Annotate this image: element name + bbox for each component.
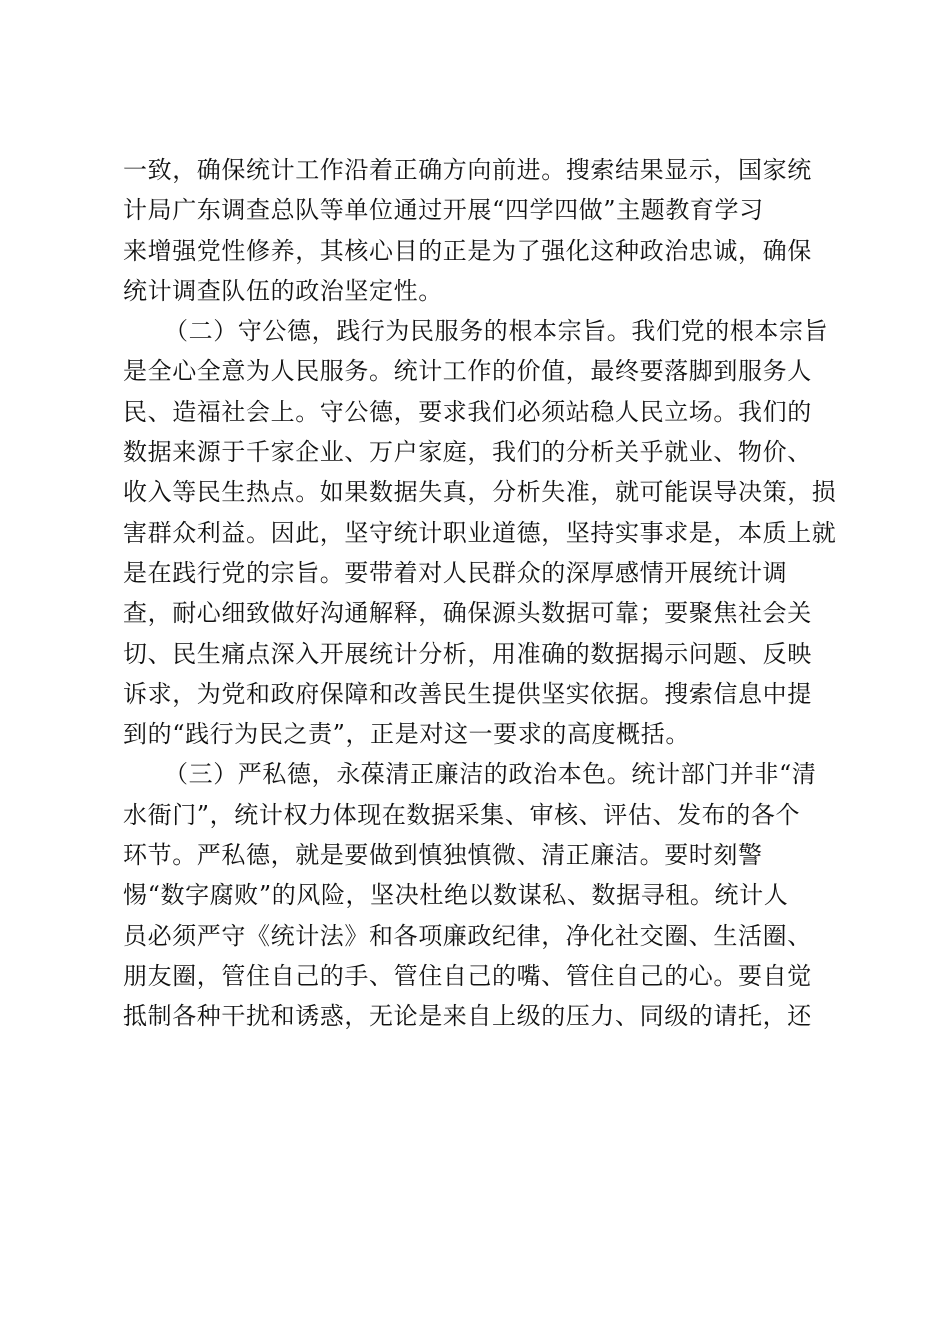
text-line: 抵制各种干扰和诱惑，无论是来自上级的压力、同级的请托，还 xyxy=(123,1002,812,1031)
text-line: 切、民生痛点深入开展统计分析，用准确的数据揭示问题、反映 xyxy=(123,639,812,668)
text-line: 查，耐心细致做好沟通解释，确保源头数据可靠；要聚焦社会关 xyxy=(123,599,812,628)
text-line: 计局广东调查总队等单位通过开展“四学四做”主题教育学习 xyxy=(123,196,764,225)
text-line: 来增强党性修养，其核心目的正是为了强化这种政治忠诚，确保 xyxy=(123,236,812,265)
section-heading-line: （二）守公德，践行为民服务的根本宗旨。我们党的根本宗旨 xyxy=(164,317,829,346)
text-line: 民、造福社会上。守公德，要求我们必须站稳人民立场。我们的 xyxy=(123,397,812,426)
text-line: 是在践行党的宗旨。要带着对人民群众的深厚感情开展统计调 xyxy=(123,558,788,587)
text-line: 到的“践行为民之责”，正是对这一要求的高度概括。 xyxy=(123,720,690,749)
text-line: 是全心全意为人民服务。统计工作的价值，最终要落脚到服务人 xyxy=(123,357,812,386)
body-text xyxy=(123,150,837,1037)
text-line: 害群众利益。因此，坚守统计职业道德，坚持实事求是，本质上就 xyxy=(123,518,837,547)
text-line: 员必须严守《统计法》和各项廉政纪律，净化社交圈、生活圈、 xyxy=(123,921,812,950)
text-line: 统计调查队伍的政治坚定性。 xyxy=(123,276,443,305)
text-line: 收入等民生热点。如果数据失真，分析失准，就可能误导决策，损 xyxy=(123,478,837,507)
text-line: 一致，确保统计工作沿着正确方向前进。搜索结果显示，国家统 xyxy=(123,156,812,184)
text-line: 环节。严私德，就是要做到慎独慎微、清正廉洁。要时刻警 xyxy=(123,841,763,870)
text-line: 诉求，为党和政府保障和改善民生提供坚实依据。搜索信息中提 xyxy=(123,679,812,708)
text-line: 数据来源于千家企业、万户家庭，我们的分析关乎就业、物价、 xyxy=(123,438,812,467)
text-line: 朋友圈，管住自己的手、管住自己的嘴、管住自己的心。要自觉 xyxy=(123,961,812,990)
text-line: 惕“数字腐败”的风险，坚决杜绝以数谋私、数据寻租。统计人 xyxy=(123,881,789,910)
section-heading-line: （三）严私德，永葆清正廉洁的政治本色。统计部门并非“清 xyxy=(164,760,817,789)
text-line: 水衙门”，统计权力体现在数据采集、审核、评估、发布的各个 xyxy=(123,800,801,829)
